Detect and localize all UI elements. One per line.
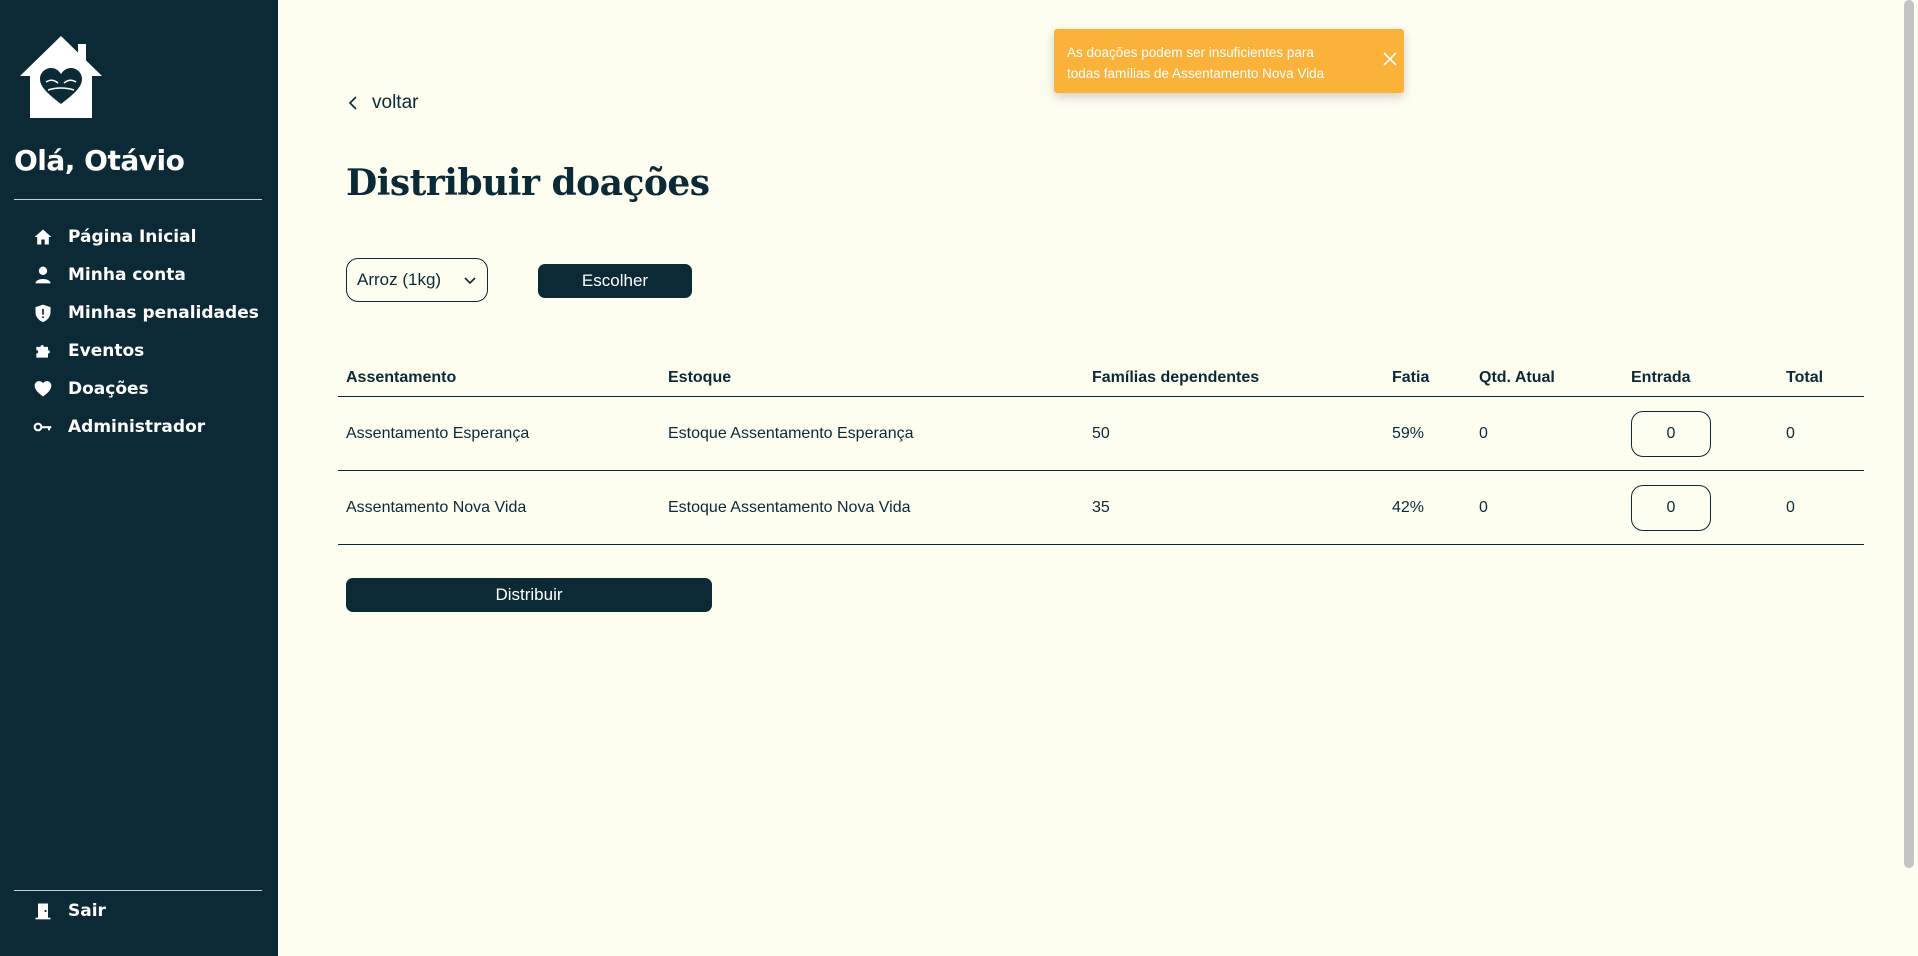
shield-icon <box>32 302 54 324</box>
cell-total: 0 <box>1778 471 1864 545</box>
scrollbar[interactable] <box>1904 0 1914 868</box>
table-row <box>338 397 1864 471</box>
greeting: Olá, Otávio <box>14 144 185 177</box>
header-qtd-atual: Qtd. Atual <box>1471 360 1623 397</box>
toast-message-line1: As doações podem ser insuficientes para <box>1067 45 1314 60</box>
cell-qtd-atual: 0 <box>1471 471 1623 545</box>
cell-estoque: Estoque Assentamento Nova Vida <box>660 471 1084 545</box>
product-select[interactable] <box>346 258 488 302</box>
cell-familias: 35 <box>1084 471 1384 545</box>
distribution-table <box>338 360 1864 545</box>
entrada-input[interactable] <box>1631 411 1711 457</box>
door-icon <box>32 900 54 922</box>
chevron-down-icon <box>463 273 477 287</box>
entrada-input[interactable] <box>1631 485 1711 531</box>
cell-assentamento: Assentamento Nova Vida <box>338 471 660 545</box>
page-title: Distribuir doações <box>346 162 710 204</box>
header-assentamento: Assentamento <box>338 360 660 397</box>
cell-assentamento: Assentamento Esperança <box>338 397 660 471</box>
choose-button[interactable]: Escolher <box>538 264 692 298</box>
back-label: voltar <box>372 92 419 113</box>
cell-fatia: 59% <box>1384 397 1471 471</box>
header-familias-dependentes: Famílias dependentes <box>1084 360 1384 397</box>
sidebar-item-label: Administrador <box>68 417 206 437</box>
chevron-left-icon <box>346 95 362 111</box>
key-icon <box>32 416 54 438</box>
product-select-value: Arroz (1kg) <box>357 270 442 289</box>
table-row <box>338 471 1864 545</box>
home-icon <box>32 226 54 248</box>
sidebar-item-eventos[interactable] <box>32 332 259 370</box>
header-estoque: Estoque <box>660 360 1084 397</box>
sidebar-divider-bottom <box>14 890 262 891</box>
table-header-row <box>338 360 1864 397</box>
close-icon[interactable] <box>1382 51 1398 67</box>
sidebar-nav <box>32 218 259 446</box>
puzzle-icon <box>32 340 54 362</box>
logout-button[interactable] <box>32 900 106 922</box>
header-entrada: Entrada <box>1623 360 1778 397</box>
cell-qtd-atual: 0 <box>1471 397 1623 471</box>
sidebar-item-label: Página Inicial <box>68 227 197 247</box>
sidebar-item-label: Minha conta <box>68 265 186 285</box>
sidebar-divider-top <box>14 199 262 200</box>
sidebar-item-pagina-inicial[interactable] <box>32 218 259 256</box>
main-content <box>278 0 1918 956</box>
header-total: Total <box>1778 360 1864 397</box>
sidebar <box>0 0 278 956</box>
warning-toast <box>1054 29 1404 93</box>
sidebar-item-minha-conta[interactable] <box>32 256 259 294</box>
logo[interactable] <box>18 34 104 120</box>
user-icon <box>32 264 54 286</box>
logout-label: Sair <box>68 901 106 921</box>
sidebar-item-administrador[interactable] <box>32 408 259 446</box>
cell-total: 0 <box>1778 397 1864 471</box>
sidebar-item-minhas-penalidades[interactable] <box>32 294 259 332</box>
cell-estoque: Estoque Assentamento Esperança <box>660 397 1084 471</box>
sidebar-item-label: Eventos <box>68 341 145 361</box>
sidebar-item-label: Doações <box>68 379 149 399</box>
sidebar-item-doacoes[interactable] <box>32 370 259 408</box>
cell-fatia: 42% <box>1384 471 1471 545</box>
header-fatia: Fatia <box>1384 360 1471 397</box>
sidebar-item-label: Minhas penalidades <box>68 303 259 323</box>
back-link[interactable] <box>346 92 418 114</box>
heart-icon <box>32 378 54 400</box>
toast-message-line2: todas famílias de Assentamento Nova Vida <box>1067 66 1325 81</box>
distribute-button[interactable]: Distribuir <box>346 578 712 612</box>
cell-familias: 50 <box>1084 397 1384 471</box>
